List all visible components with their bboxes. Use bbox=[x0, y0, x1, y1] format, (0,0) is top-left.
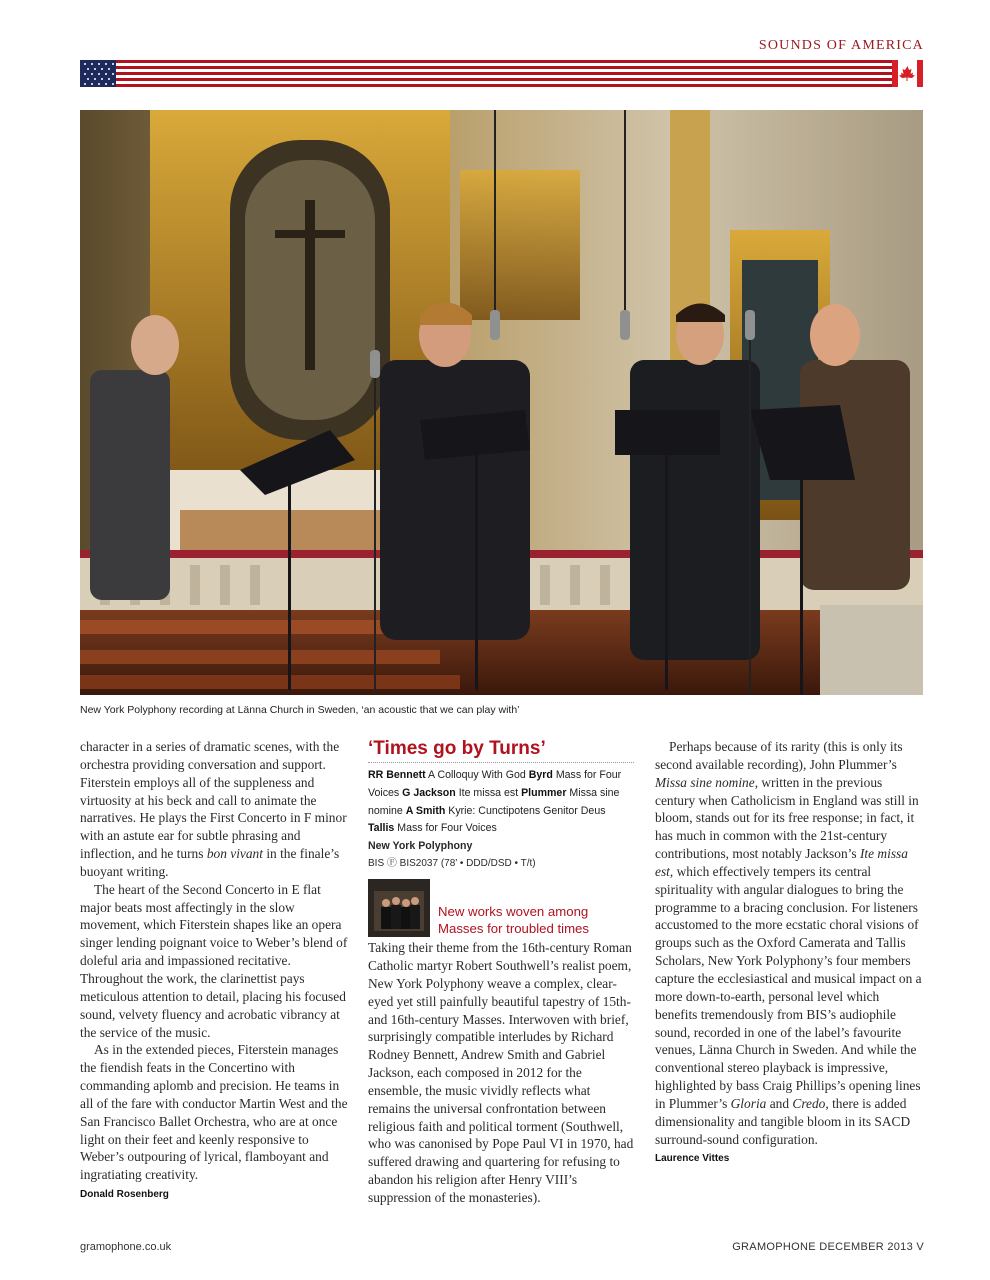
recording-session-photo bbox=[80, 110, 923, 695]
works-listing: RR Bennett A Colloquy With God Byrd Mass for Four Voices G Jackson Ite missa est Plummer Missa sine nomine A Smith Kyrie: Cunctipotens Genitor Deus Tallis Mass for Four Voices bbox=[368, 769, 622, 835]
review-body: Taking their theme from the 16th-century Roman Catholic martyr Robert Southwell’s realist poem, New York Polyphony weave a complex, clear-eyed yet still painfully beautiful tapestry of 15th- and 16th-century Masses. Interwoven with brief, surprisingly compatible interludes by Richard Rodney Bennett, Andrew Smith and Gabriel Jackson, each composed in 2012 for the ensemble, the music vividly reflects what remains the universal confrontation between religious faith and political torment (Southwell, who was canonised by Pope Paul VI in 1970, had suffered drawing and quartering for refusing to abandon his religion after Henry VIII’s suppression of the monasteries). bbox=[368, 940, 634, 1205]
right-paragraph: Perhaps because of its rarity (this is only its second available recording), John Plummer’s Missa sine nomine, written in the previous century when Catholicism in England was still in bloom, stands out for its free response; in fact, it has much in common with the 21st-century contributions, most notably Jackson’s Ite missa est, which effectively tempers its central spirituality with angular dialogues to bring the programme to a bracing conclusion. For listeners accustomed to the more ecstatic choral visions of groups such as the Oxford Camerata and Tallis Scholars, New York Polyphony’s four members capture the ecclesiastical and musical impact on a more down-to-earth, personal level which benefits tremendously from BIS’s audiophile sound, recorded in one of the label’s favourite venues, Länna Church in Sweden. And while the conventional stereo playback is impressive, highlighted by bass Craig Phillips’s opening lines in Plummer’s Gloria and Credo, there is added dimensionality and tangible bloom in its SACD surround-sound configuration. bbox=[655, 739, 922, 1147]
album-cover-row bbox=[368, 879, 634, 937]
section-label: SOUNDS OF AMERICA bbox=[758, 38, 924, 53]
left-paragraph-2: The heart of the Second Concerto in E flat major beats most affectingly in the slow movement, which Fiterstein shapes like an opera singer lending poignant voice to Weber’s blend of doleful aria and impassioned recitative. Throughout the work, the clarinettist pays meticulous attention to detail, placing his focused sound, velvety fluency and acrobatic vibrancy at the service of the music. bbox=[80, 881, 348, 1040]
us-canada-flag-banner bbox=[80, 60, 923, 87]
footer-website: gramophone.co.uk bbox=[80, 1241, 172, 1253]
performer-name: New York Polyphony bbox=[368, 840, 473, 853]
left-paragraph-1: character in a series of dramatic scenes, with the orchestra providing conversation and support. Fiterstein employs all of the suppleness and virtuosity at his beck and call to animate the narratives. He plays the First Concerto in F minor with an astute ear for subtle phrasing and inflection, and he turns bon vivant in the finale’s buoyant writing. bbox=[80, 739, 347, 879]
album-cover-image bbox=[368, 879, 430, 937]
review-subhead: New works woven among Masses for troubled times bbox=[438, 904, 589, 937]
reviewer-byline-2: Laurence Vittes bbox=[655, 1153, 730, 1165]
photo-caption: New York Polyphony recording at Länna Church in Sweden, ‘an acoustic that we can play with’ bbox=[80, 704, 520, 716]
review-title: ‘Times go by Turns’ bbox=[368, 738, 634, 763]
review-column bbox=[368, 738, 634, 1207]
catalog-info: BIS Ⓕ BIS2037 (78’ • DDD/DSD • T/t) bbox=[368, 858, 536, 870]
footer-issue: GRAMOPHONE DECEMBER 2013 V bbox=[732, 1241, 924, 1253]
right-column bbox=[655, 738, 923, 1168]
left-paragraph-3: As in the extended pieces, Fiterstein manages the fiendish feats in the Concertino with commanding aplomb and precision. He teams in all of the fare with conductor Martin West and the San Francisco Ballet Orchestra, who are at once light on their feet and keenly responsive to Weber’s outpouring of lyrical, flamboyant and ingratiating creativity. bbox=[80, 1042, 348, 1183]
left-column bbox=[80, 738, 352, 1204]
reviewer-byline: Donald Rosenberg bbox=[80, 1189, 169, 1201]
